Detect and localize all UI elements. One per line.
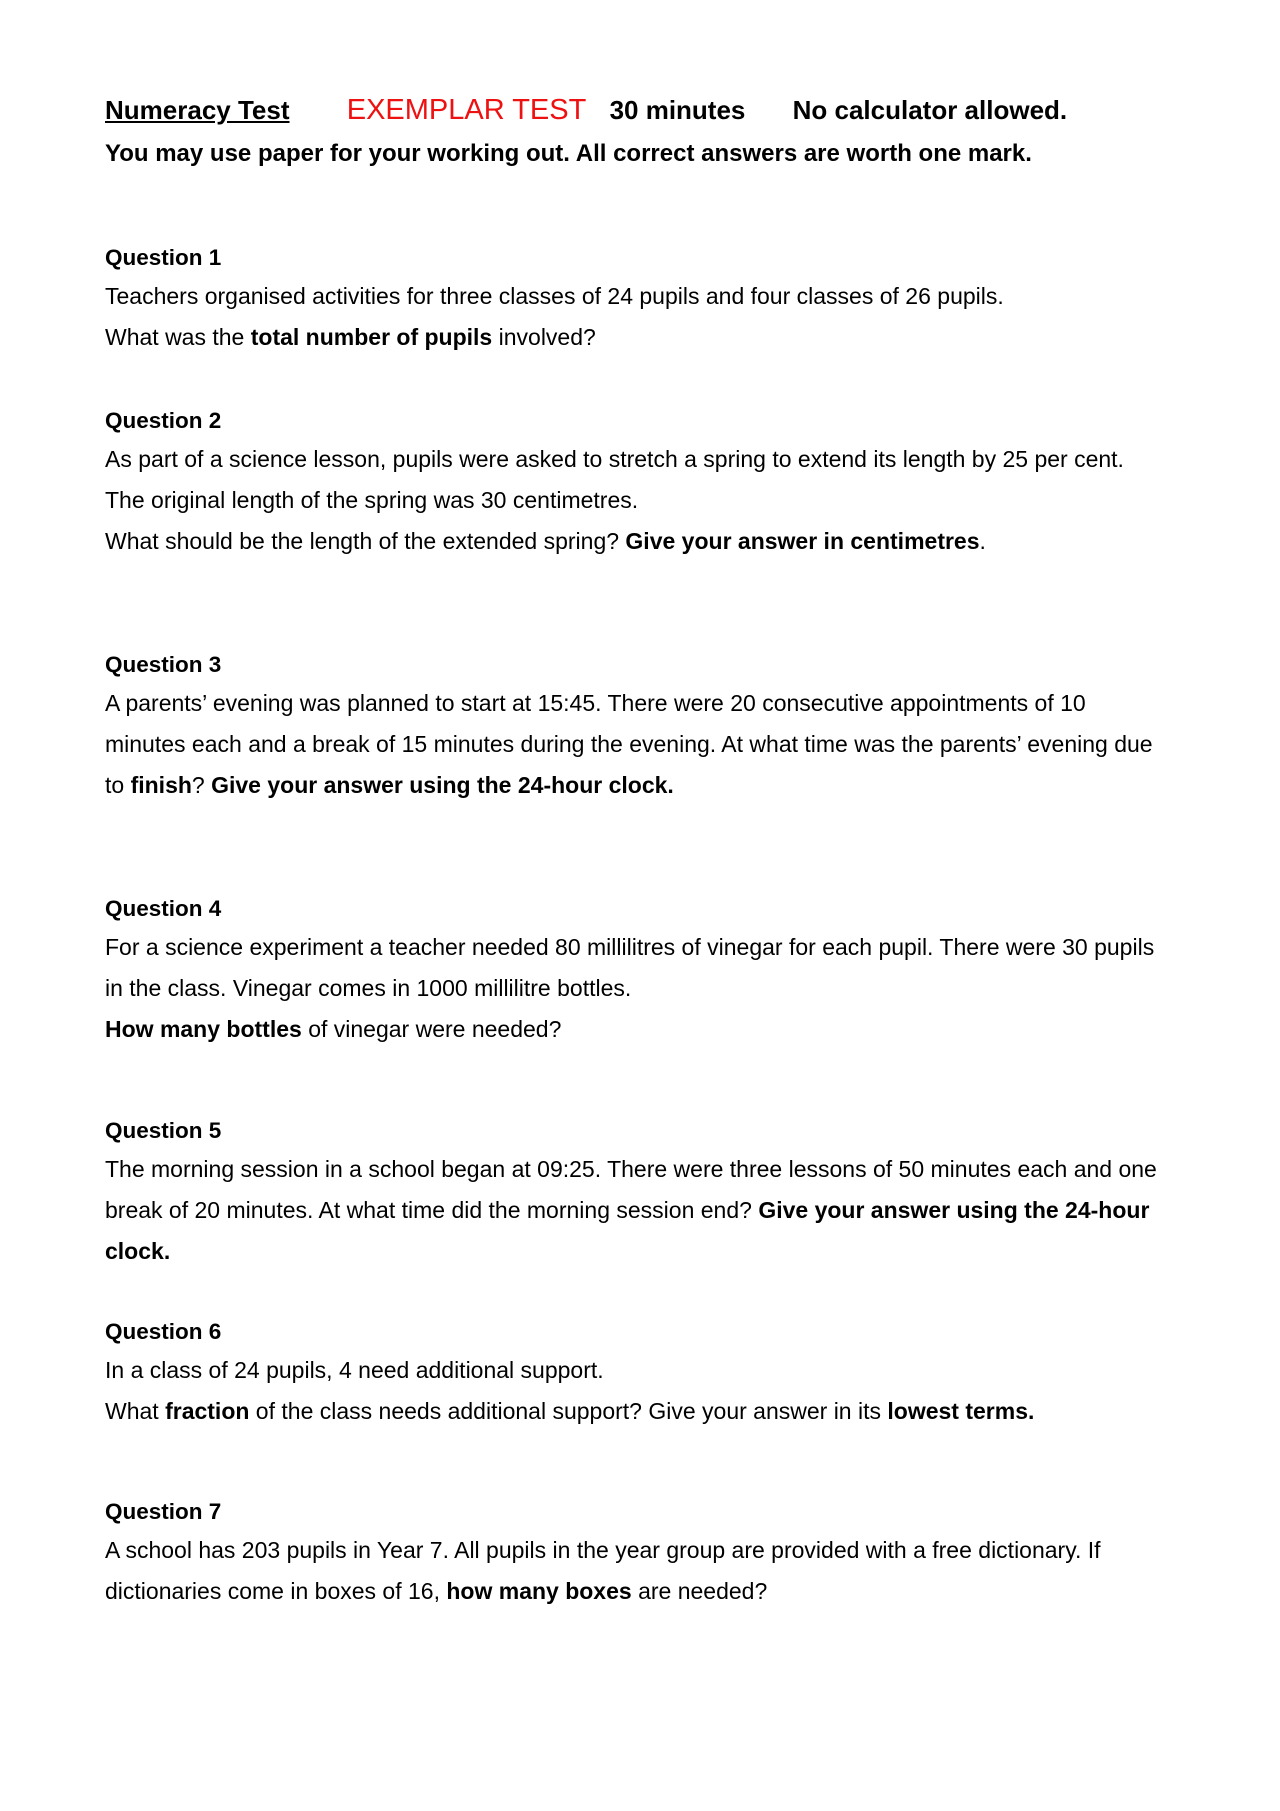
body-text: For a science experiment a teacher needed 80 millilitres of vinegar for each pupil. There were 30 pupils [105,934,1155,960]
emphasis-text: fraction [165,1398,250,1424]
question-text-line [105,439,1205,480]
question-text-line [105,276,1205,317]
question-text-line [105,1391,1205,1432]
question-heading: Question 4 [105,896,222,921]
body-text: A school has 203 pupils in Year 7. All pupils in the year group are provided with a free dictionary. If [105,1537,1101,1563]
question-7 [105,1494,1205,1612]
calculator-notice: No calculator allowed. [792,95,1068,125]
body-text: . [979,528,986,554]
test-page [105,88,1205,172]
question-heading: Question 6 [105,1319,222,1344]
body-text: dictionaries come in boxes of 16, [105,1578,447,1604]
test-title: Numeracy Test [105,95,290,125]
body-text: In a class of 24 pupils, 4 need additional support. [105,1357,604,1383]
question-text-line [105,927,1205,968]
question-heading: Question 3 [105,652,222,677]
emphasis-text: How many bottles [105,1016,302,1042]
body-text: minutes each and a break of 15 minutes during the evening. At what time was the parents’ evening due [105,731,1153,757]
body-text: are needed? [631,1578,768,1604]
body-text: What should be the length of the extended spring? [105,528,626,554]
body-text: involved? [492,324,596,350]
emphasis-text: Give your answer using the 24-hour [758,1197,1150,1223]
question-2 [105,403,1205,562]
body-text: Teachers organised activities for three classes of 24 pupils and four classes of 26 pupils. [105,283,1004,309]
emphasis-text: total number of pupils [250,324,493,350]
emphasis-text: how many boxes [446,1578,632,1604]
question-text-line [105,1530,1205,1571]
body-text: break of 20 minutes. At what time did the morning session end? [105,1197,759,1223]
question-heading: Question 7 [105,1499,222,1524]
test-header [105,88,1205,132]
question-text-line [105,683,1205,724]
body-text: What [105,1398,166,1424]
question-heading: Question 2 [105,408,222,433]
body-text: of the class needs additional support? Give your answer in its [249,1398,888,1424]
emphasis-text: finish [130,772,192,798]
question-text-line [105,968,1205,1009]
emphasis-text: Give your answer in centimetres [625,528,980,554]
question-text-line [105,521,1205,562]
question-text-line [105,1231,1205,1272]
question-text-line [105,1190,1205,1231]
test-instructions: You may use paper for your working out. All correct answers are worth one mark. [105,140,1032,167]
question-6 [105,1314,1205,1432]
question-4 [105,891,1205,1050]
body-text: The morning session in a school began at 09:25. There were three lessons of 50 minutes each and one [105,1156,1157,1182]
question-5 [105,1113,1205,1272]
body-text: in the class. Vinegar comes in 1000 millilitre bottles. [105,975,632,1001]
body-text: What was the [105,324,251,350]
question-text-line [105,765,1205,806]
body-text: As part of a science lesson, pupils were asked to stretch a spring to extend its length by 25 per cent. [105,446,1124,472]
question-text-line [105,1350,1205,1391]
question-text-line [105,1571,1205,1612]
body-text: ? [191,772,212,798]
question-text-line [105,480,1205,521]
body-text: The original length of the spring was 30 centimetres. [105,487,639,513]
body-text: of vinegar were needed? [301,1016,562,1042]
question-1 [105,240,1205,358]
exemplar-label: EXEMPLAR TEST [346,94,587,126]
question-text-line [105,1149,1205,1190]
question-text-line [105,1009,1205,1050]
emphasis-text: clock. [105,1238,171,1264]
question-text-line [105,724,1205,765]
body-text: A parents’ evening was planned to start at 15:45. There were 20 consecutive appointments of 10 [105,690,1086,716]
question-heading: Question 5 [105,1118,222,1143]
body-text: to [105,772,131,798]
question-heading: Question 1 [105,245,222,270]
question-3 [105,647,1205,806]
emphasis-text: lowest terms. [887,1398,1035,1424]
emphasis-text: Give your answer using the 24-hour clock. [211,772,674,798]
question-text-line [105,317,1205,358]
test-duration: 30 minutes [609,95,746,125]
